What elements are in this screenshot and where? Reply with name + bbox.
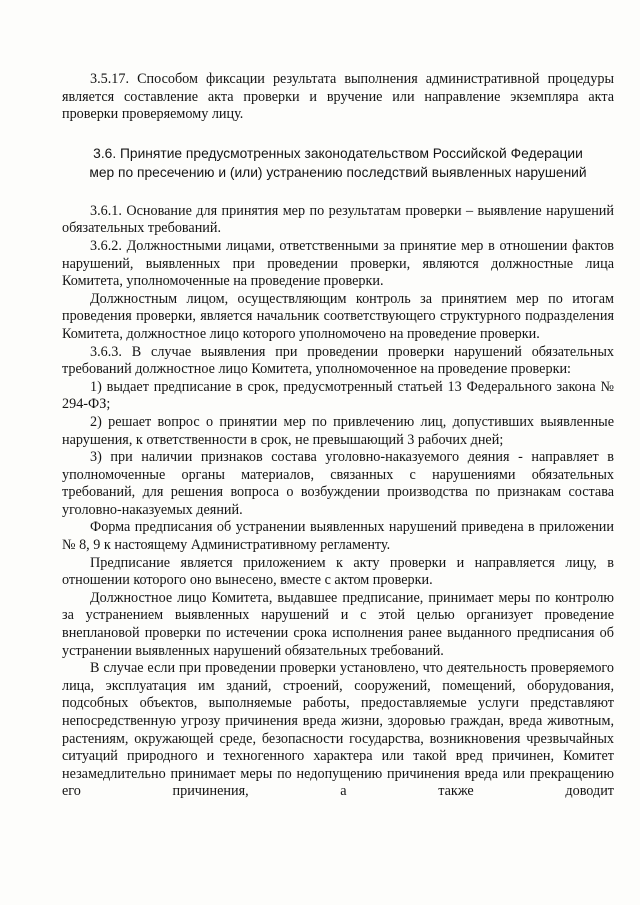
paragraph-v-sluchae: В случае если при проведении проверки установлено, что деятельность проверяемого лица, эксплуатация им зданий, строений, сооружений, помещений, оборудования, подсобных объектов, выполняемые работы, предоставляемые услуги представляют непосредственную угрозу причинения вреда жизни, здоровью граждан, вреда животным, растениям, окружающей среде, безопасности государства, возникновения чрезвычайных ситуаций природного и техногенного характера или такой вред причинен, Комитет незамедлительно принимает меры по недопущению причинения вреда или прекращению его причинения, а также доводит	[62, 660, 614, 800]
paragraph-forma: Форма предписания об устранении выявленных нарушений приведена в приложении № 8, 9 к настоящему Административному регламенту.	[62, 519, 614, 554]
paragraph-3-6-3: 3.6.3. В случае выявления при проведении проверки нарушений обязательных требований должностное лицо Комитета, уполномоченное на проведение проверки:	[62, 343, 614, 378]
section-heading-line-1: 3.6. Принятие предусмотренных законодательством Российской Федерации	[93, 145, 583, 161]
paragraph-3-5-17: 3.5.17. Способом фиксации результата выполнения административной процедуры является составление акта проверки и вручение или направление экземпляра акта проверки проверяемому лицу.	[62, 71, 614, 123]
paragraph-3-6-1: 3.6.1. Основание для принятия мер по результатам проверки – выявление нарушений обязательных требований.	[62, 202, 614, 237]
section-heading-3-6	[62, 144, 614, 182]
paragraph-dolzhnostnoe-litso: Должностное лицо Комитета, выдавшее предписание, принимает меры по контролю за устранением выявленных нарушений и с этой целью организует проведение внеплановой проверки по истечении срока исполнения ранее выданного предписания об устранении выявленных нарушений обязательных требований.	[62, 589, 614, 659]
list-item-2: 2) решает вопрос о принятии мер по привлечению лиц, допустивших выявленные нарушения, к ответственности в срок, не превышающий 3 рабочих дней;	[62, 413, 614, 448]
section-heading-line-2: мер по пресечению и (или) устранению последствий выявленных нарушений	[89, 164, 587, 180]
paragraph-predpisanie: Предписание является приложением к акту проверки и направляется лицу, в отношении которого оно вынесено, вместе с актом проверки.	[62, 554, 614, 589]
paragraph-3-6-2-control: Должностным лицом, осуществляющим контроль за принятием мер по итогам проведения проверки, является начальник соответствующего структурного подразделения Комитета, должностное лицо которого уполномочено на проведение проверки.	[62, 290, 614, 342]
list-item-3: 3) при наличии признаков состава уголовно-наказуемого деяния - направляет в уполномоченные органы материалов, связанных с нарушениями обязательных требований, для решения вопроса о возбуждении производства по признакам состава уголовно-наказуемых деяний.	[62, 449, 614, 518]
paragraph-3-6-2: 3.6.2. Должностными лицами, ответственными за принятие мер в отношении фактов нарушений, выявленных при проведении проверки, являются должностные лица Комитета, уполномоченные на проведение проверки.	[62, 237, 614, 290]
list-item-1: 1) выдает предписание в срок, предусмотренный статьей 13 Федерального закона № 294-ФЗ;	[62, 378, 614, 413]
